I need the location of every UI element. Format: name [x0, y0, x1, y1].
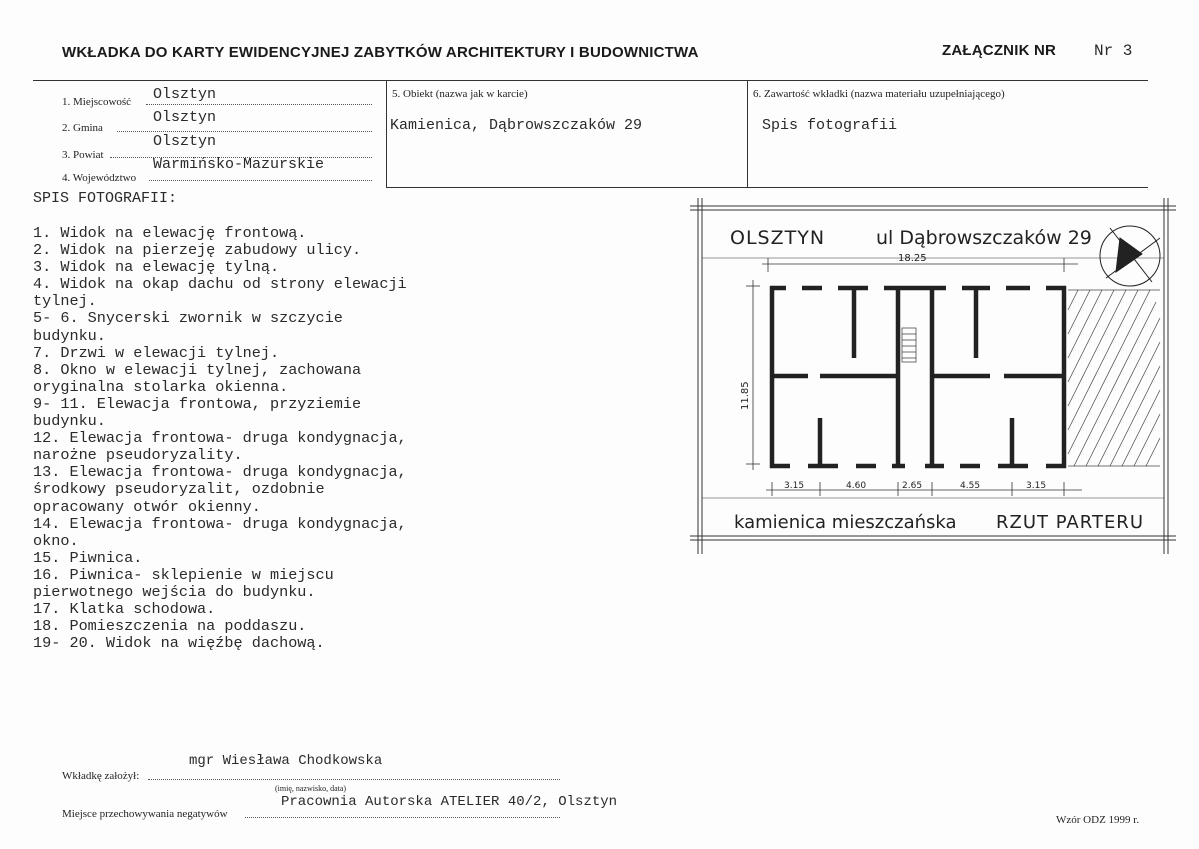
stairs — [902, 328, 916, 362]
attachment-number: Nr 3 — [1094, 42, 1133, 60]
photo-list-item: narożne pseudoryzality. — [33, 446, 243, 465]
storage-value: Pracownia Autorska ATELIER 40/2, Olsztyn — [281, 794, 618, 810]
photo-list — [33, 225, 473, 652]
field-miejscowosc-value: Olsztyn — [153, 86, 217, 103]
photo-list-item: 5- 6. Snycerski zwornik w szczycie — [33, 309, 343, 328]
photo-list-item: okno. — [33, 531, 79, 550]
photo-list-item: 1. Widok na elewację frontową. — [33, 224, 307, 242]
floor-plan-drawing — [690, 198, 1176, 554]
photo-list-item: 13. Elewacja frontowa- druga kondygnacja, — [33, 463, 407, 482]
made-by-hint: (imię, nazwisko, data) — [275, 784, 347, 793]
field-zawartosc-value: Spis fotografii — [762, 117, 898, 134]
form-divider-2 — [747, 80, 748, 188]
plan-caption-left: kamienica mieszczańska — [734, 512, 957, 533]
building-walls — [770, 286, 1066, 468]
plan-width-dim: 18.25 — [898, 253, 927, 264]
photo-list-item: 14. Elewacja frontowa- druga kondygnacja, — [33, 514, 407, 533]
photo-list-item: 3. Widok na elewację tylną. — [33, 258, 280, 277]
field-gmina-label: 2. Gmina — [62, 122, 103, 134]
storage-label: Miejsce przechowywania negatywów — [62, 808, 228, 820]
plan-dim-3: 2.65 — [902, 481, 923, 491]
photo-list-item: środkowy pseudoryzalit, ozdobnie — [33, 480, 325, 499]
form-bottom-rule — [386, 187, 1148, 188]
field-gmina-value: Olsztyn — [153, 109, 217, 126]
field-powiat-value: Olsztyn — [153, 133, 217, 150]
made-by-label: Wkładkę założył: — [62, 770, 140, 782]
form-divider-1 — [386, 80, 387, 188]
field-miejscowosc-label: 1. Miejscowość — [62, 96, 132, 108]
plan-depth-dim: 11.85 — [740, 381, 751, 410]
plan-caption-right: RZUT PARTERU — [996, 512, 1144, 533]
photo-list-item: 16. Piwnica- sklepienie w miejscu — [33, 565, 334, 584]
photo-list-item: oryginalna stolarka okienna. — [33, 377, 289, 396]
photo-list-item: budynku. — [33, 412, 106, 431]
photo-list-heading: SPIS FOTOGRAFII: — [33, 190, 178, 207]
plan-city: OLSZTYN — [730, 227, 826, 249]
field-wojewodztwo-line — [149, 180, 372, 181]
photo-list-item: 8. Okno w elewacji tylnej, zachowana — [33, 360, 362, 379]
plan-street: ul Dąbrowszczaków 29 — [876, 227, 1092, 249]
photo-list-item: 18. Pomieszczenia na poddaszu. — [33, 617, 307, 636]
field-miejscowosc-line — [146, 104, 372, 105]
field-zawartosc-label: 6. Zawartość wkładki (nazwa materiału uzupełniającego) — [753, 88, 1005, 100]
photo-list-item: budynku. — [33, 326, 106, 345]
photo-list-item: pierwotnego wejścia do budynku. — [33, 582, 316, 601]
photo-list-item: 9- 11. Elewacja frontowa, przyziemie — [33, 394, 362, 413]
photo-list-item: 17. Klatka schodowa. — [33, 600, 216, 619]
photo-list-item: 2. Widok na pierzeję zabudowy ulicy. — [33, 241, 362, 260]
field-wojewodztwo-label: 4. Województwo — [62, 172, 137, 184]
plan-dim-2: 4.60 — [846, 481, 867, 491]
photo-list-item: opracowany otwór okienny. — [33, 497, 261, 516]
field-wojewodztwo-value: Warmińsko-Mazurskie — [153, 156, 325, 173]
photo-list-item: 12. Elewacja frontowa- druga kondygnacja, — [33, 429, 407, 448]
field-obiekt-value: Kamienica, Dąbrowszczaków 29 — [390, 117, 643, 134]
storage-line — [245, 817, 560, 818]
form-top-rule — [33, 80, 1148, 81]
field-powiat-label: 3. Powiat — [62, 149, 104, 161]
plan-dim-1: 3.15 — [784, 481, 805, 491]
photo-list-item: 4. Widok na okap dachu od strony elewacji — [33, 275, 407, 294]
attachment-label: ZAŁĄCZNIK NR — [942, 42, 1057, 59]
document-title: WKŁADKA DO KARTY EWIDENCYJNEJ ZABYTKÓW ARCHITEKTURY I BUDOWNICTWA — [62, 44, 699, 61]
photo-list-item: 15. Piwnica. — [33, 548, 143, 567]
photo-list-item: 19- 20. Widok na więźbę dachową. — [33, 634, 325, 653]
neighbour-hatch — [1068, 290, 1160, 466]
form-reference: Wzór ODZ 1999 r. — [1056, 814, 1140, 826]
field-gmina-line — [117, 131, 372, 132]
made-by-line — [148, 779, 560, 780]
plan-dim-5: 3.15 — [1026, 481, 1047, 491]
north-arrow-icon — [1100, 226, 1160, 286]
photo-list-item: 7. Drzwi w elewacji tylnej. — [33, 343, 280, 362]
field-obiekt-label: 5. Obiekt (nazwa jak w karcie) — [392, 88, 528, 100]
plan-dim-4: 4.55 — [960, 481, 981, 491]
made-by-value: mgr Wiesława Chodkowska — [189, 753, 383, 769]
photo-list-item: tylnej. — [33, 292, 97, 311]
